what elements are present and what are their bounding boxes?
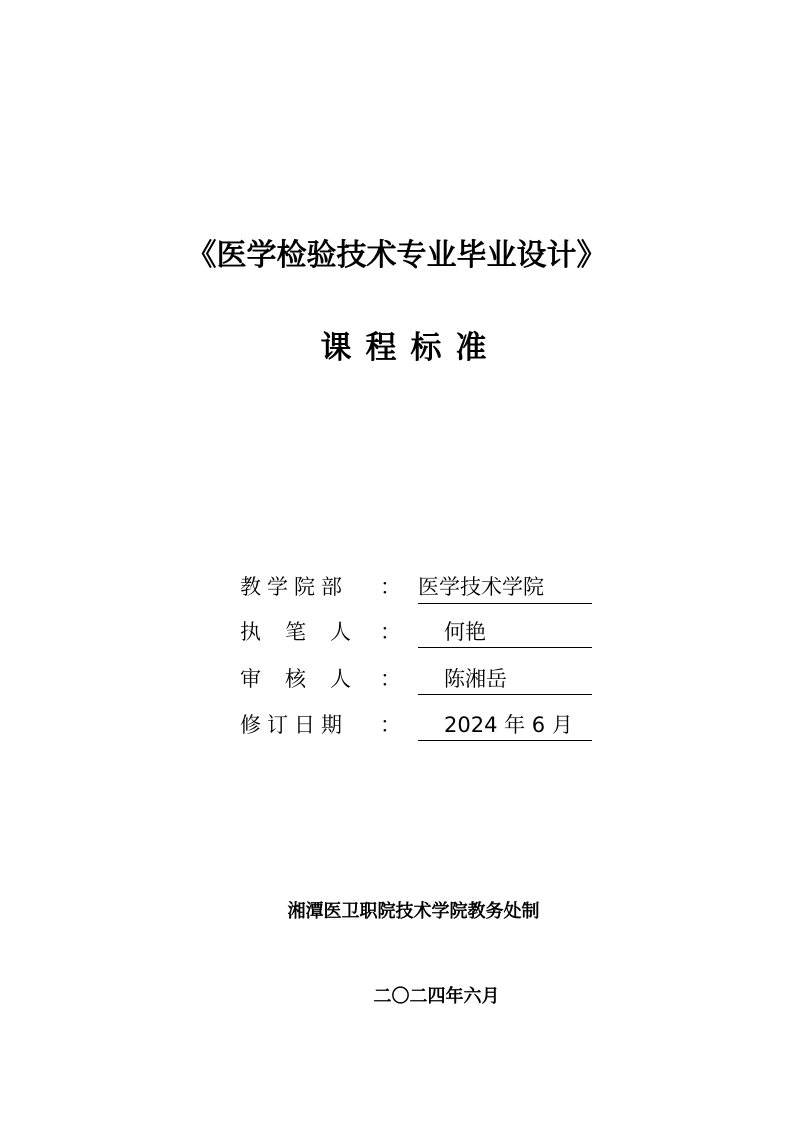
- author-label: 执笔人: [240, 620, 375, 644]
- revision-date-colon: ：: [380, 713, 401, 737]
- info-row-reviewer: [240, 662, 600, 696]
- author-colon: ：: [380, 620, 401, 644]
- college-value: 医学技术学院: [418, 570, 592, 604]
- revision-date-label: 修订日期: [240, 713, 348, 737]
- author-value: 何艳: [418, 615, 592, 648]
- college-colon: ：: [380, 575, 401, 599]
- college-label: 教学院部: [240, 575, 348, 599]
- document-subtitle: 课程标准: [320, 330, 501, 366]
- info-row-revision-date: [240, 708, 600, 742]
- issue-date-line: 二〇二四年六月: [373, 986, 500, 1007]
- reviewer-value: 陈湘岳: [418, 662, 592, 695]
- info-row-author: [240, 615, 600, 649]
- reviewer-label: 审核人: [240, 667, 375, 691]
- revision-date-value: 2024 年 6 月: [418, 708, 592, 741]
- issuer-line: 湘潭医卫职院技术学院教务处制: [287, 901, 540, 922]
- document-title: 《医学检验技术专业毕业设计》: [186, 238, 607, 273]
- reviewer-colon: ：: [380, 667, 401, 691]
- info-row-college: [240, 570, 600, 604]
